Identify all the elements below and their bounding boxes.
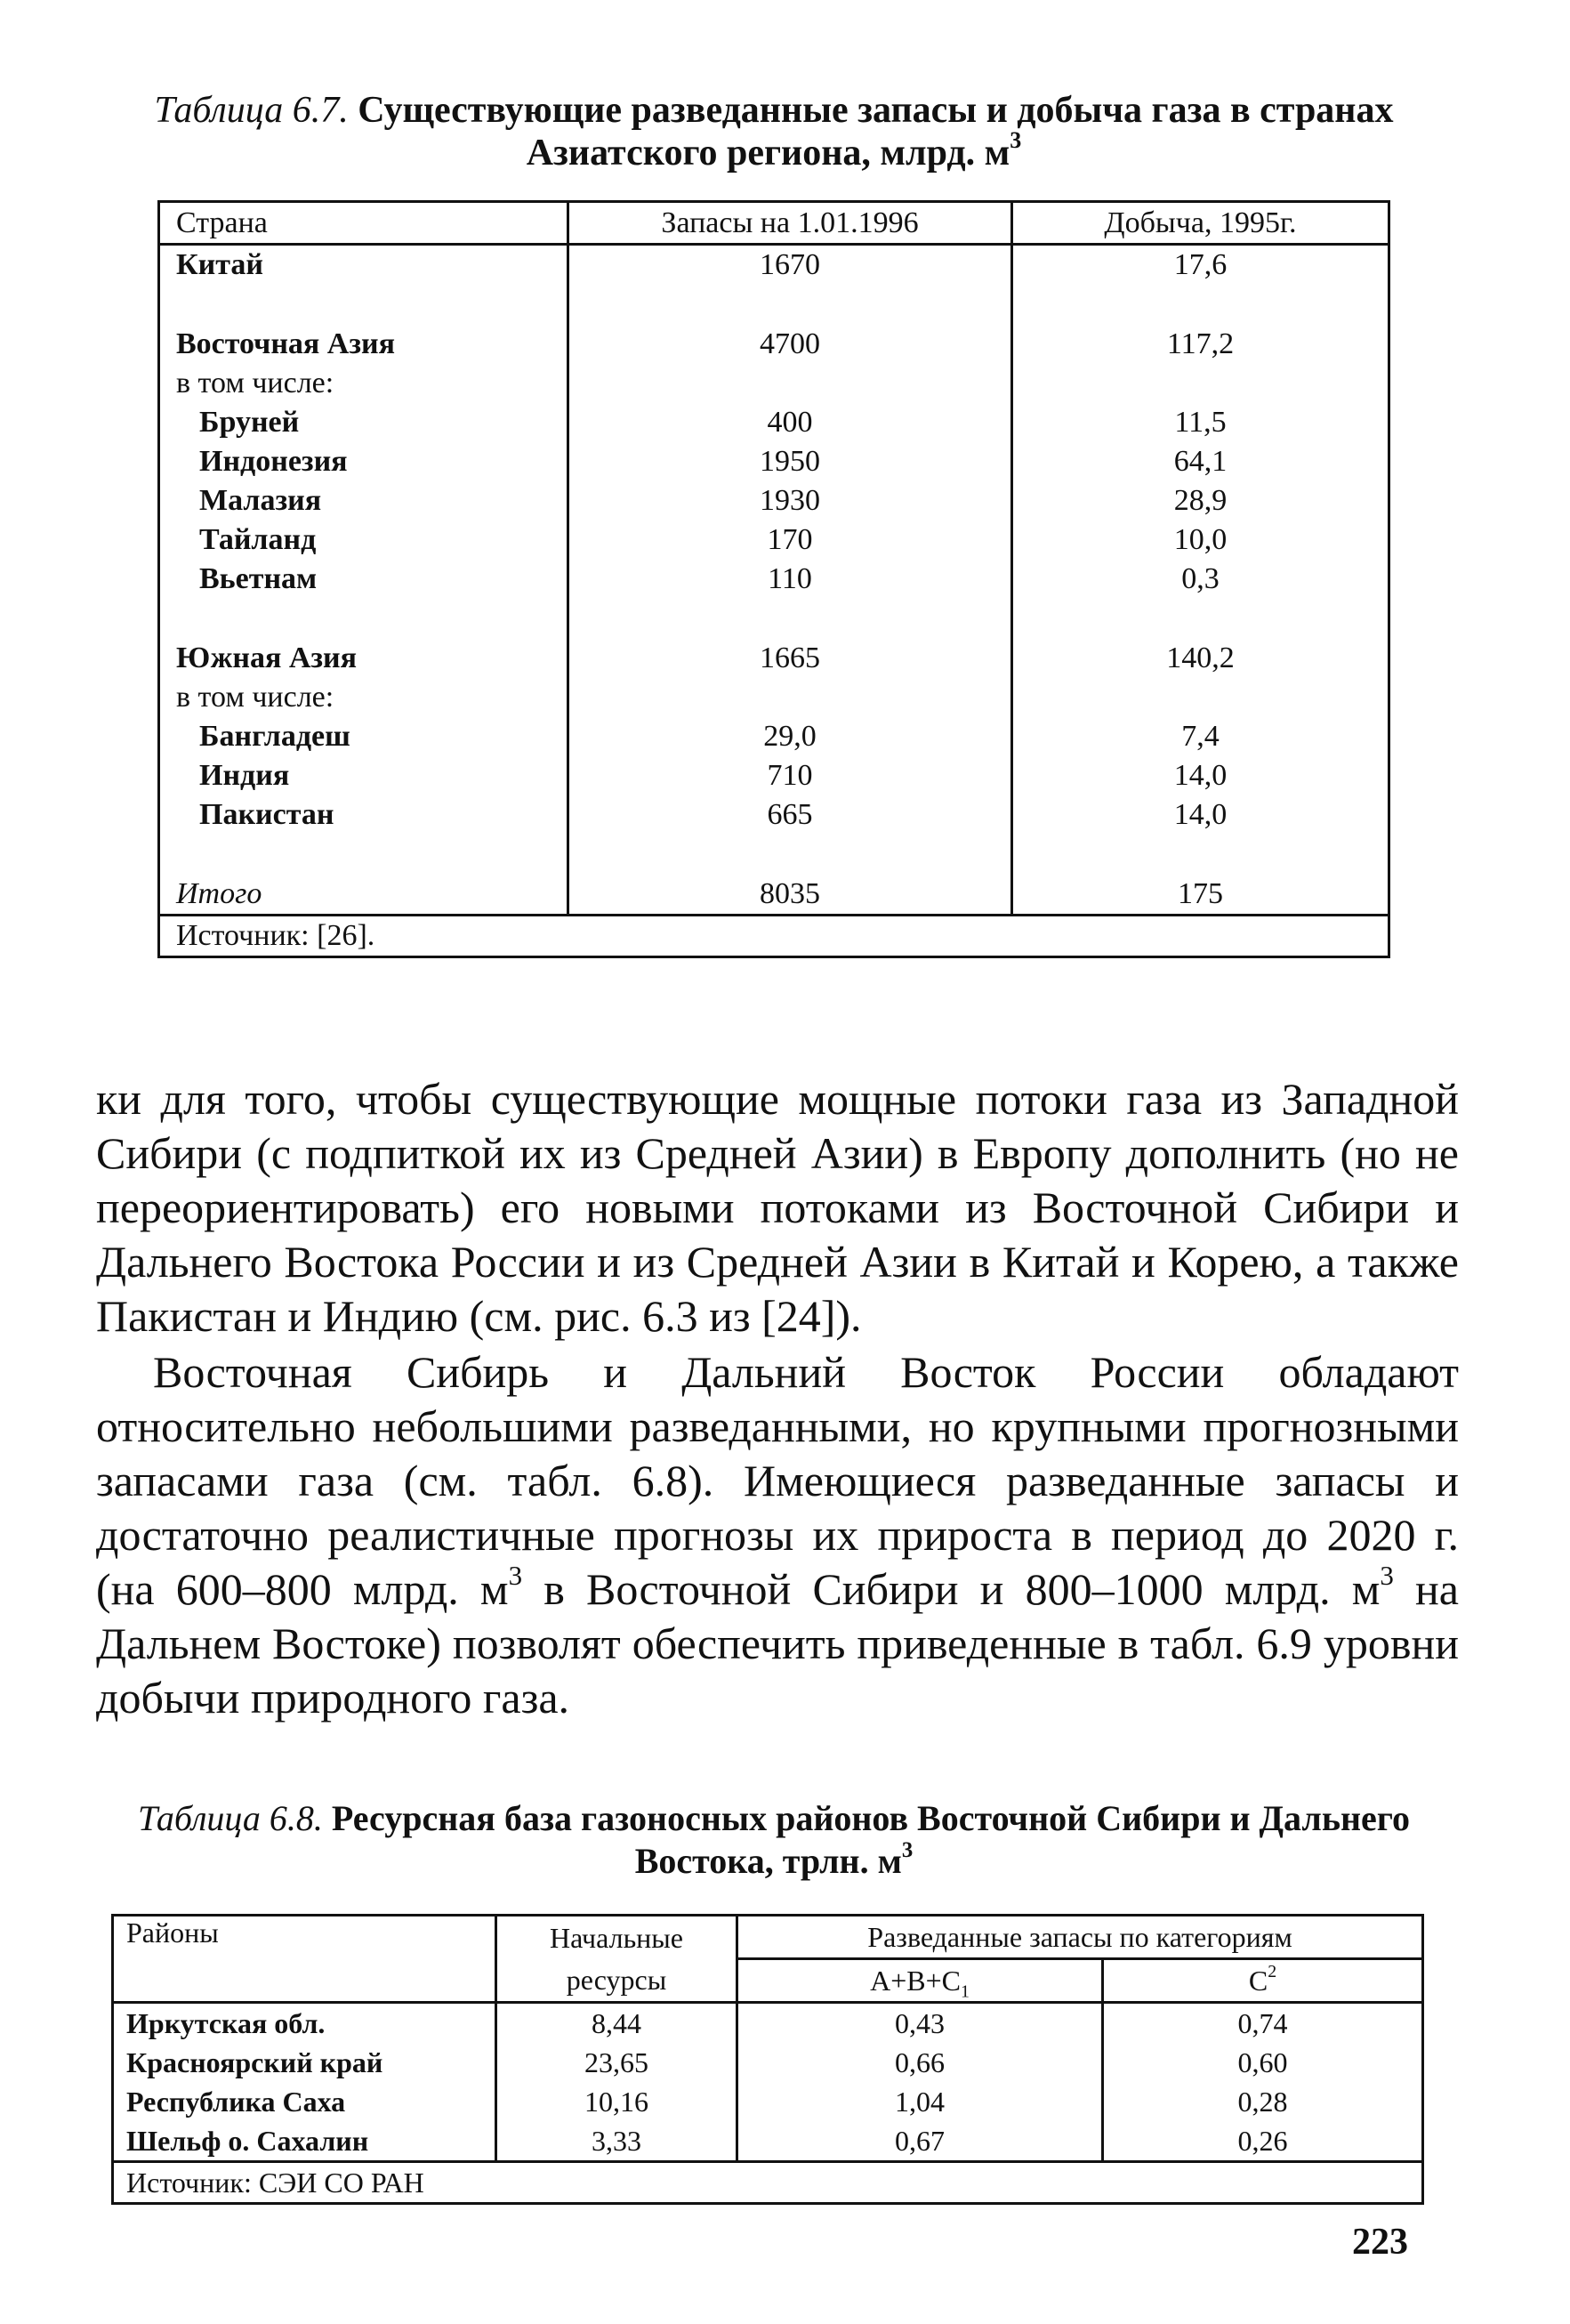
t68-resources: 8,44 [496, 2003, 737, 2044]
table-row [114, 2003, 1421, 2044]
t68-c2: 0,60 [1237, 2046, 1288, 2078]
t67-header-country: Страна [160, 203, 568, 245]
table-row [160, 756, 1388, 795]
t68-resources: 3,33 [496, 2121, 737, 2162]
table-spacer-row [160, 599, 1388, 639]
t67-country: Пакистан [160, 795, 568, 835]
t68-abc1: 0,43 [737, 2003, 1103, 2044]
t67-reserves: 400 [568, 403, 1012, 442]
table-row [160, 875, 1388, 916]
table-row [160, 678, 1388, 717]
t67-production [1012, 364, 1389, 403]
t67-total-reserves: 8035 [568, 875, 1012, 916]
t67-reserves: 1665 [568, 639, 1012, 678]
table-68-label: Таблица 6.8. [138, 1798, 323, 1838]
t67-reserves: 665 [568, 795, 1012, 835]
table-67-title-line2: Азиатского региона, млрд. м [526, 133, 1010, 173]
table-row [160, 364, 1388, 403]
t67-reserves: 4700 [568, 325, 1012, 364]
table-68-caption [89, 1797, 1459, 1883]
t67-source: Источник: [26]. [160, 916, 1388, 956]
t67-production: 117,2 [1166, 327, 1235, 360]
body-text [96, 1072, 1459, 1725]
t67-country: Индия [160, 756, 568, 795]
subscript: 1 [960, 1981, 970, 2001]
t67-total-production: 175 [1178, 877, 1223, 910]
paragraph-2-part-a: Восточная Сибирь и Дальний Восток России обладают относительно небольшими разведанными, но крупными прогнозными запасами газа (см. табл. 6.8). Имеющиеся разведанные запасы и достаточно реалистичные прогнозы их прироста в период до 2020 г. (на 600–800 млрд. м [96, 1347, 1459, 1614]
t68-region: Республика Саха [114, 2082, 496, 2121]
table-row [160, 481, 1388, 520]
t67-production: 10,0 [1173, 523, 1228, 556]
t68-region: Шельф о. Сахалин [114, 2121, 496, 2162]
t68-header-c2 [1103, 1959, 1422, 2003]
t67-reserves: 170 [568, 520, 1012, 560]
table-row [114, 2121, 1421, 2162]
t67-reserves [568, 364, 1012, 403]
t67-country: Индонезия [160, 442, 568, 481]
superscript: 3 [1380, 1559, 1394, 1591]
t67-production: 11,5 [1174, 406, 1227, 439]
t67-production: 7,4 [1181, 720, 1220, 753]
table-67-caption [107, 89, 1441, 174]
table-68 [114, 1916, 1421, 2202]
table-row [160, 442, 1388, 481]
table-67-title-line1: Существующие разведанные запасы и добыча газа в странах [358, 90, 1394, 131]
superscript: 2 [1268, 1961, 1277, 1981]
t67-reserves: 710 [568, 756, 1012, 795]
t68-c2: 0,28 [1237, 2085, 1288, 2118]
t67-production: 17,6 [1173, 248, 1228, 281]
t67-country: Бангладеш [160, 717, 568, 756]
t67-country: Малазия [160, 481, 568, 520]
t68-c2: 0,26 [1237, 2124, 1288, 2157]
t67-country: в том числе: [160, 678, 568, 717]
t68-abc1: 0,66 [737, 2043, 1103, 2082]
paragraph-2-part-c: на Дальнем Востоке) позволят обеспечить приведенные в табл. 6.9 уровни добычи природного газа. [96, 1564, 1459, 1723]
t67-country: в том числе: [160, 364, 568, 403]
t67-total-label: Итого [160, 875, 568, 916]
table-spacer-row [160, 285, 1388, 325]
page-number: 223 [1352, 2222, 1408, 2263]
t67-production: 64,1 [1173, 445, 1228, 478]
superscript: 3 [508, 1559, 523, 1591]
table-row [160, 639, 1388, 678]
t67-country: Вьетнам [160, 560, 568, 599]
table-spacer-row [160, 835, 1388, 875]
paragraph-1: ки для того, чтобы существующие мощные потоки газа из Западной Сибири (с подпиткой их из Средней Азии) в Европу дополнить (но не переориентировать) его новыми потоками из Восточной Сибири и Дальнего Востока России и из Средней Азии в Китай и Корею, а также Пакистан и Индию (см. рис. 6.3 из [24]). [96, 1074, 1459, 1341]
t68-region: Иркутская обл. [114, 2003, 496, 2044]
t68-header-resources-line1: Начальные [550, 1921, 683, 1954]
t67-production: 0,3 [1181, 562, 1220, 595]
t68-header-c2-text: C [1248, 1964, 1268, 1997]
paragraph-2-part-b: в Восточной Сибири и 800–1000 млрд. м [522, 1564, 1381, 1614]
t68-region: Красноярский край [114, 2043, 496, 2082]
t68-source: Источник: СЭИ СО РАН [114, 2162, 1421, 2203]
t68-header-resources [496, 1916, 737, 2003]
t67-reserves: 1930 [568, 481, 1012, 520]
t67-reserves: 1670 [568, 245, 1012, 286]
t68-resources: 23,65 [496, 2043, 737, 2082]
table-row [160, 403, 1388, 442]
table-68-title-sup: 3 [901, 1837, 914, 1862]
t68-resources: 10,16 [496, 2082, 737, 2121]
t68-header-abc1-text: A+B+C [870, 1964, 961, 1997]
t67-production: 14,0 [1173, 759, 1228, 792]
t67-header-production: Добыча, 1995г. [1012, 203, 1389, 245]
table-row [114, 2043, 1421, 2082]
t67-country: Южная Азия [160, 639, 568, 678]
t67-production: 14,0 [1173, 798, 1228, 831]
table-68-title-line1: Ресурсная база газоносных районов Восточной Сибири и Дальнего [331, 1798, 1410, 1838]
paragraph-2 [96, 1345, 1459, 1725]
t67-country: Китай [160, 245, 568, 286]
t67-country: Бруней [160, 403, 568, 442]
t68-abc1: 0,67 [737, 2121, 1103, 2162]
t68-c2: 0,74 [1103, 2003, 1422, 2044]
t67-production [1012, 678, 1389, 717]
t67-header-reserves: Запасы на 1.01.1996 [568, 203, 1012, 245]
t68-abc1: 1,04 [737, 2082, 1103, 2121]
table-68-title-line2: Востока, трлн. м [634, 1841, 902, 1881]
t67-country: Тайланд [160, 520, 568, 560]
t67-reserves: 1950 [568, 442, 1012, 481]
table-row [160, 795, 1388, 835]
table-67-title-sup: 3 [1010, 127, 1022, 154]
t68-header-abc1 [737, 1959, 1103, 2003]
table-row [160, 245, 1388, 286]
t67-reserves [568, 678, 1012, 717]
t68-header-resources-line2: ресурсы [566, 1963, 667, 1996]
t67-reserves: 29,0 [568, 717, 1012, 756]
table-row [160, 560, 1388, 599]
t67-country: Восточная Азия [160, 325, 568, 364]
table-row [160, 717, 1388, 756]
table-row [160, 325, 1388, 364]
t67-production: 28,9 [1173, 484, 1228, 517]
t67-reserves: 110 [568, 560, 1012, 599]
table-67 [160, 203, 1388, 956]
table-row [160, 520, 1388, 560]
t68-header-regions: Районы [114, 1916, 496, 2003]
table-row [114, 2082, 1421, 2121]
table-67-label: Таблица 6.7. [154, 90, 349, 131]
t68-header-categories: Разведанные запасы по категориям [867, 1920, 1292, 1953]
t67-production: 140,2 [1166, 642, 1235, 674]
